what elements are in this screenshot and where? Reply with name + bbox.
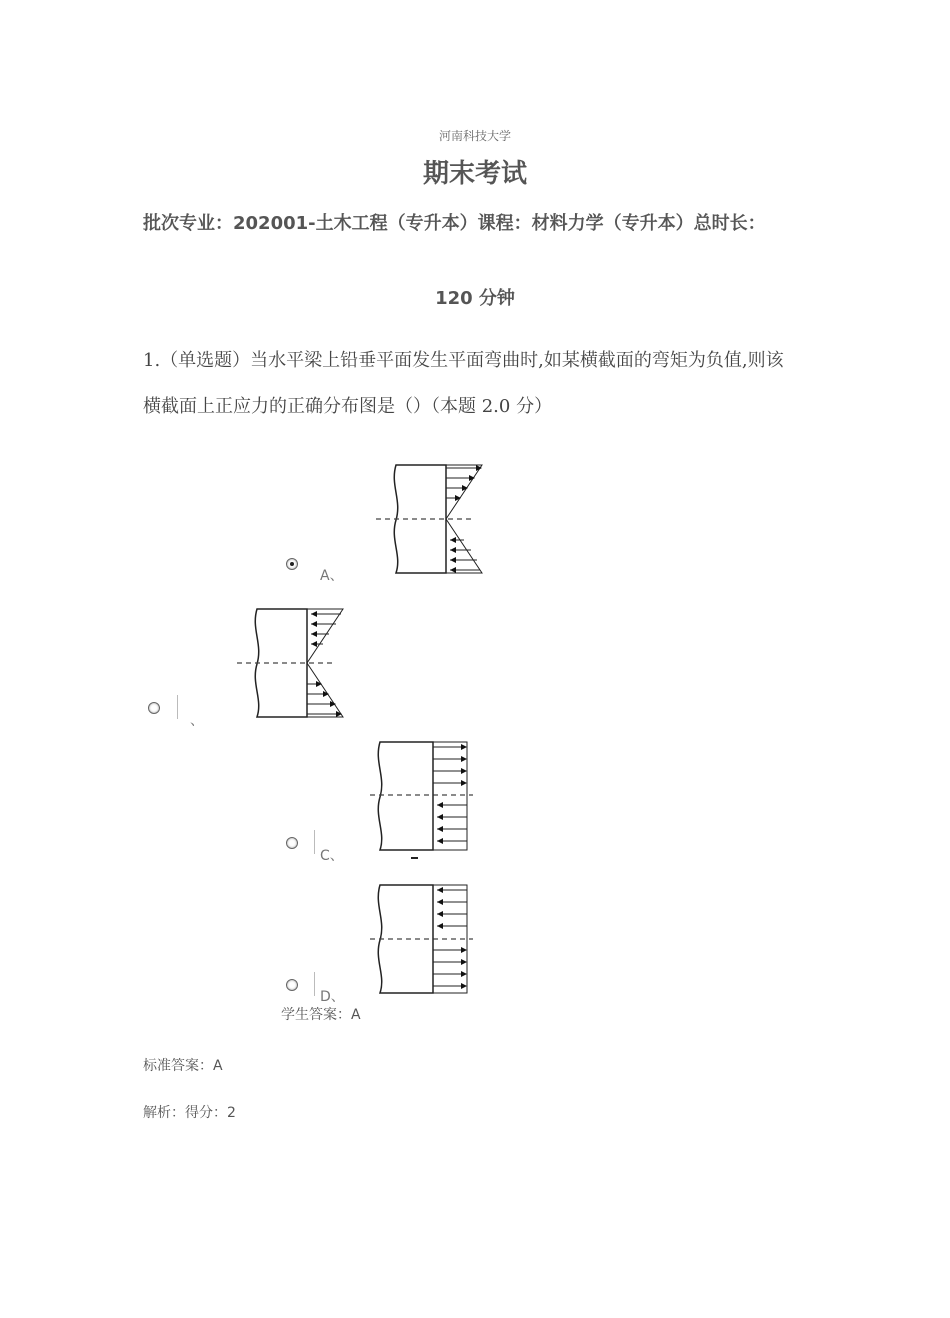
exam-duration: 120 分钟 (435, 288, 515, 309)
option-d-arrows (433, 887, 467, 989)
option-a-radio[interactable] (286, 558, 298, 570)
question-text: 1.（单选题）当水平梁上铅垂平面发生平面弯曲时,如某横截面的弯矩为负值,则该横截面上正应力的正确分布图是（）（本题 2.0 分） (143, 350, 784, 417)
exam-meta: 批次专业：202001-土木工程（专升本）课程：材料力学（专升本）总时长： (143, 213, 766, 234)
option-c-label: C、 (320, 848, 344, 864)
option-a-label: A、 (320, 568, 344, 584)
student-answer: 学生答案：A (281, 1007, 361, 1023)
page-title: 期末考试 (422, 159, 527, 189)
option-b-radio[interactable] (148, 702, 160, 714)
option-c-arrows (433, 744, 467, 844)
option-c-radio[interactable] (286, 837, 298, 849)
option-c-diagram (368, 737, 483, 863)
option-c-divider (314, 830, 315, 854)
analysis-score: 解析：得分：2 (143, 1105, 236, 1121)
standard-answer: 标准答案：A (143, 1058, 223, 1074)
option-d-diagram (368, 880, 483, 1000)
option-b-divider (177, 695, 178, 719)
school-name: 河南科技大学 (438, 129, 511, 143)
option-d-divider (314, 972, 315, 996)
option-a-diagram (374, 460, 489, 580)
option-b-diagram (235, 604, 350, 724)
option-b-arrows (307, 611, 342, 717)
option-d-label: D、 (320, 989, 345, 1005)
option-d-radio[interactable] (286, 979, 298, 991)
option-b-label: 、 (190, 713, 204, 729)
